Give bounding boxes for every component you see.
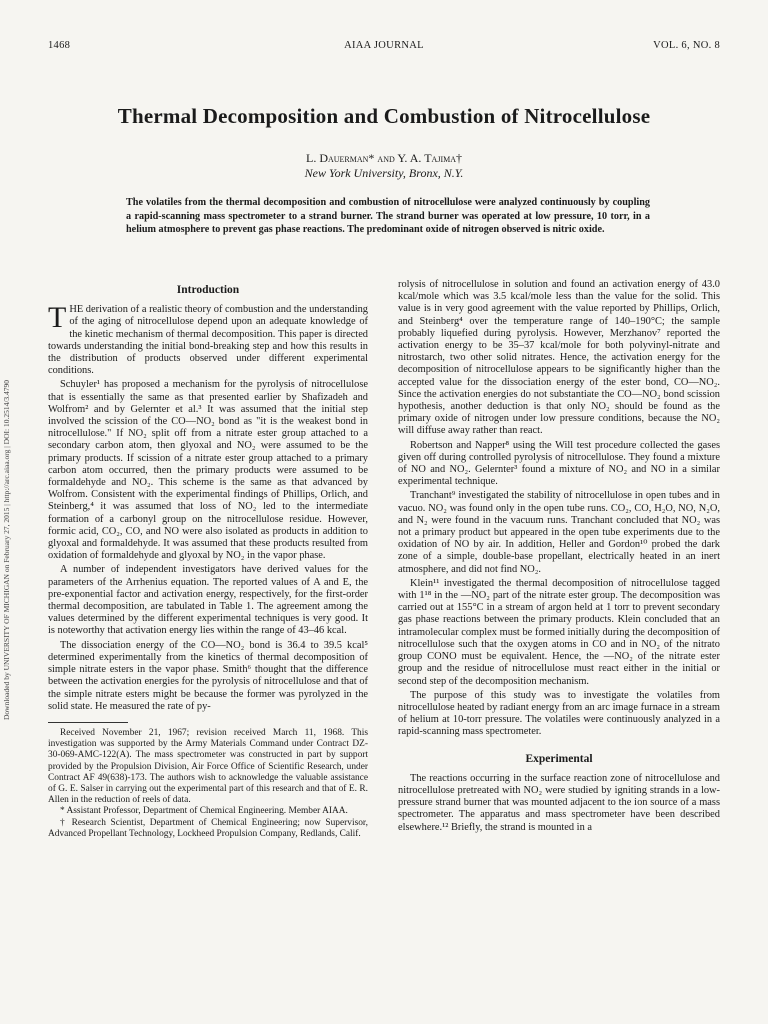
page-number: 1468 — [48, 40, 71, 51]
running-header — [48, 40, 720, 56]
footnote-received: Received November 21, 1967; revision received March 11, 1968. This investigation was supported by the Army Materials Command under Contract DZ-30-069-AMC-122(A). The mass spectrometer was constructed in part by support provided by the Propulsion Division, Air Force Office of Scientific Research, under Contract AF 49(638)-173. The authors wish to acknowledge the valuable assistance of G. E. Salser in carrying out the experimental part of this research and that of E. R. Allen in the reduction of reels of data. — [48, 727, 368, 806]
body-paragraph-8: Klein¹¹ investigated the thermal decomposition of nitrocellulose tagged with 1¹⁸ in the —NO₂ part of the nitrate ester group. The decomposition was carried out at 155°C in a stream of argon held at 1 torr to prevent secondary gas phase reactions between the primary products. Klein concluded that an intramolecular complex must be formed initially during the decomposition of nitrocellulose such that the oxygen atoms in CO and in NO₂ of the nitrato group CONO must be equivalent. Hence, the —NO₂ of the nitrate ester group and the residue of nitrocellulose must react either in the initial or second step of the decomposition mechanism. — [398, 577, 720, 687]
drop-cap: T — [48, 301, 67, 335]
intro-paragraph-4: The dissociation energy of the CO—NO₂ bond is 36.4 to 39.5 kcal⁵ determined experimentally from the kinetics of thermal decomposition of simple nitrate esters in the vapor phase. Smith⁶ thought that the difference between the activation energies for the pyrolysis of nitrocellulose and that of the simple nitrate esters might be because the former was pyrolyzed in the solid state. He measured the rate of py- — [48, 639, 368, 712]
download-watermark: Downloaded by UNIVERSITY OF MICHIGAN on February 27, 2015 | http://arc.aiaa.org | DOI: 10.2514/3.4790 — [2, 379, 11, 720]
intro-heading: Introduction — [176, 284, 240, 296]
body-paragraph-9: The purpose of this study was to investigate the volatiles from nitrocellulose heated by radiant energy from an arc image furnace in a stream of helium at 10-torr pressure. The volatiles were continuously analyzed in a rapid-scanning mass spectrometer. — [398, 689, 720, 738]
paper-title: Thermal Decomposition and Combustion of Nitrocellulose — [117, 104, 651, 128]
left-column — [48, 282, 368, 840]
author-list: L. Dauerman* and Y. A. Tajima† — [305, 151, 462, 165]
intro-paragraph-3: A number of independent investigators have derived values for the parameters of the Arrhenius equation. The reported values of A and E, the pre-exponential factor and activation energy, respectively, for the first-order thermal decomposition, are tabulated in Table 1. The agreement among the values determined by the different experimental techniques is very good. It is noteworthy that activation energy lies within the range of 43–46 kcal. — [48, 564, 368, 637]
right-column — [398, 279, 720, 836]
journal-name: AIAA JOURNAL — [344, 40, 424, 51]
intro-paragraph-2: Schuyler¹ has proposed a mechanism for the pyrolysis of nitrocellulose that is essentially the same as that presented earlier by Shafizadeh and Wolfrom² and by Gelernter et al.³ It was assumed that the initial step involved the scission of the CO—NO₂ bond as "it is the weakest bond in nitrocellulose." If NO₂ split off from a nitrate ester group attached to a secondary carbon atom, then glyoxal and NO₂ were assumed to be the primary products. If scission of a nitrate ester group attached to a primary carbon atom occurred, then the primary products were assumed to be formaldehyde and NO₂. This scheme is the same as that advanced by Wolfrom. Consistent with the experimental findings of Phillips, Orlich, and Steinberg,⁴ it was assumed that loss of NO₂ led to the intermediate formation of a carbonyl group on the nitrocellulose residue. However, formic acid, CO₂, CO, and NO were also isolated as products in addition to glyoxal and formaldehyde. It was assumed that these products resulted from oxidation of formaldehyde and glyoxal by NO₂ in the vapor phase. — [48, 379, 368, 562]
footnotes — [48, 728, 368, 840]
affiliation: New York University, Bronx, N.Y. — [304, 166, 464, 180]
body-paragraph-6: Robertson and Napper⁸ using the Will test procedure collected the gases given off during controlled pyrolysis of nitrocellulose. They found a mixture of NO and NO₂. Gelernter³ found a mixture of NO₂ and NO in a similar experimental technique. — [398, 439, 720, 488]
body-paragraph-7: Tranchant⁹ investigated the stability of nitrocellulose in open tubes and in vacuo. NO₂ was found only in the open tube runs. CO₂, CO, H₂O, NO, N₂O, and N₂ were found in the vacuum runs. Tranchant concluded that NO₂ was not a primary product but appeared in the open tube experiments due to the oxidation of NO by air. In addition, Heller and Gordon¹⁰ probed the dark zone of a simple, double-base propellant, electrically heated in an inert atmosphere, and did not find NO₂. — [398, 490, 720, 575]
volume-info: VOL. 6, NO. 8 — [653, 40, 720, 51]
body-paragraph-5: rolysis of nitrocellulose in solution and found an activation energy of 43.0 kcal/mole which was 3.5 kcal/mole less than the value for the solid. This value is in very good agreement with the value reported by Phillips, Orlich, and Steinberg⁴ over the temperature range of 140–190°C; the sample probably liquefied during pyrolysis. However, Merzhanov⁷ reported the activation energy to be 35–37 kcal/mole for both polyvinyl-nitrate and nitrostarch, two other solid nitrates. Hence, the activation energy for the decomposition of nitrocellulose appears to be significantly higher than the accepted value for the dissociation energy of the ester bond, CO—NO₂. Since the activation energies do not substantiate the CO—NO₂ bond scission hypothesis, another deduction is that only NO₂ should be found as the primary oxide of nitrogen under low pressure conditions, because the NO₂ will diffuse away rather than react. — [398, 279, 720, 437]
abstract: The volatiles from the thermal decomposition and combustion of nitrocellulose were analyzed continuously by coupling a rapid-scanning mass spectrometer to a strand burner. The strand burner was operated at low pressure, 10 torr, in a helium atmosphere to prevent gas phase reactions. The predominant oxide of nitrogen observed is nitric oxide. — [126, 197, 650, 236]
footnote-author-2: † Research Scientist, Department of Chemical Engineering; now Supervisor, Advanced Propellant Technology, Lockheed Propulsion Company, Redlands, Calif. — [48, 817, 368, 839]
footnote-rule — [48, 722, 128, 723]
experimental-paragraph: The reactions occurring in the surface reaction zone of nitrocellulose and nitrocellulose pretreated with NO₂ were studied by igniting strands in a low-pressure strand burner that was mounted adjacent to the ion source of a mass spectrometer. The apparatus and mass spectrometer have been described elsewhere.¹² Briefly, the strand is mounted in a — [398, 772, 720, 833]
footnote-author-1: * Assistant Professor, Department of Chemical Engineering. Member AIAA. — [60, 806, 348, 817]
experimental-heading: Experimental — [525, 752, 593, 765]
intro-paragraph-1 — [48, 301, 368, 377]
intro-paragraph-1-text: HE derivation of a realistic theory of combustion and the understanding of the aging of nitrocellulose depend upon an adequate knowledge of the kinetic mechanism of thermal decomposition. This paper is directed towards understanding the initial bond-breaking step and how this results in the distribution of products observed under different experimental conditions. — [48, 304, 368, 377]
